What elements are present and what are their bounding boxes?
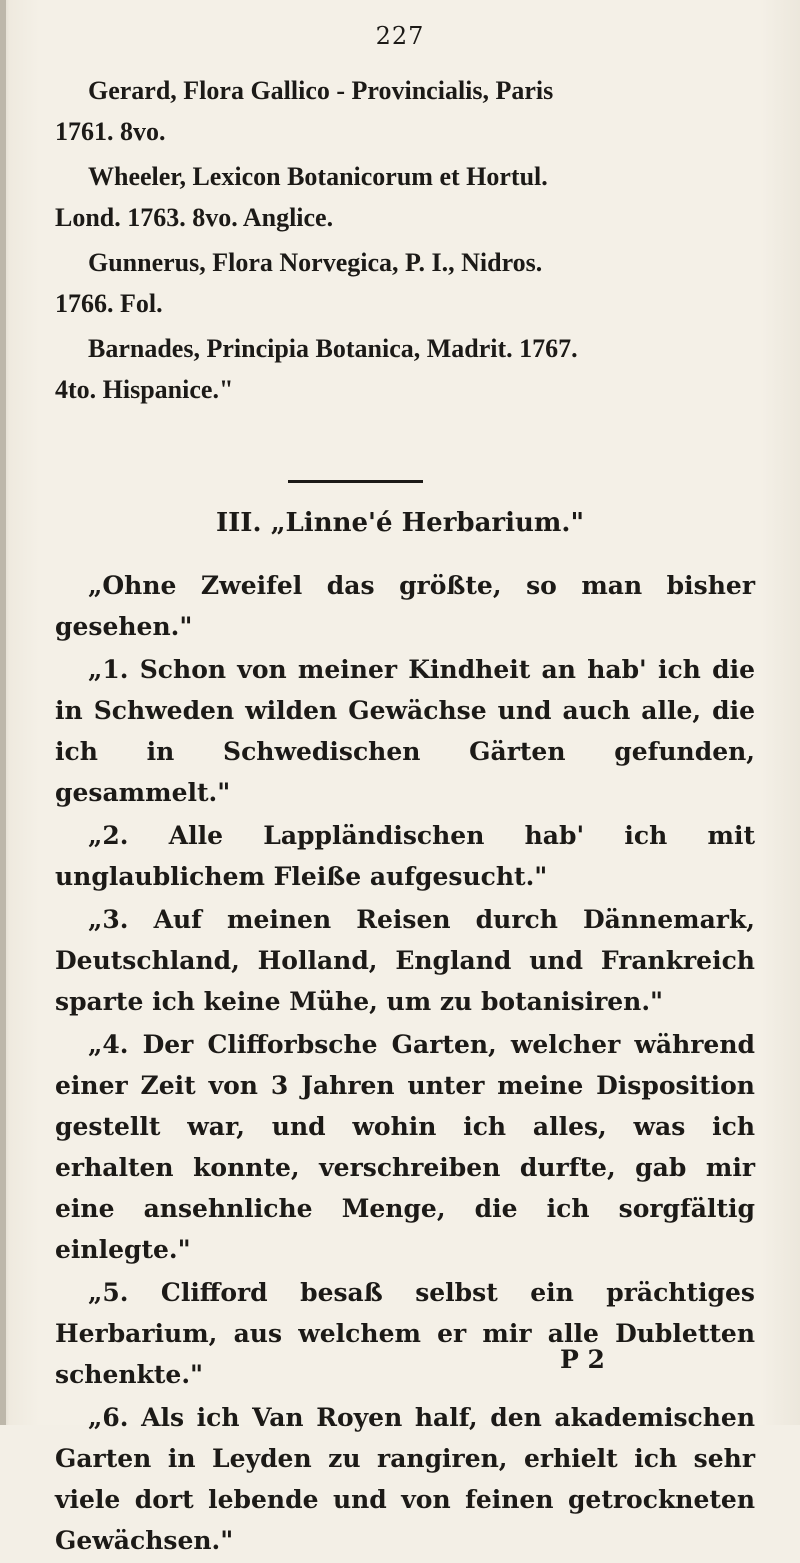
reference-line: Gunnerus, Flora Norvegica, P. I., Nidros. <box>88 248 543 277</box>
reference-continuation: 4to. Hispanice." <box>55 375 234 404</box>
page-spine-shadow <box>0 0 6 1425</box>
reference-entry <box>55 242 755 324</box>
paragraph: „2. Alle Lappländischen hab' ich mit unglaublichem Fleiße aufgesucht." <box>55 821 755 891</box>
reference-entry <box>55 156 755 238</box>
paragraph: „4. Der Clifforbsche Garten, welcher während einer Zeit von 3 Jahren unter meine Disposition gestellt war, und wohin ich alles, was ich erhalten konnte, verschreiben durfte, gab mir eine ansehnliche Menge, die ich sorgfältig einlegte." <box>55 1030 755 1264</box>
paragraph: „6. Als ich Van Royen half, den akademischen Garten in Leyden zu rangiren, erhielt ich sehr viele dort lebende und von feinen getrockneten Gewächsen." <box>55 1403 755 1555</box>
page-number: 227 <box>375 22 425 50</box>
reference-continuation: 1766. Fol. <box>55 289 163 318</box>
reference-line: Barnades, Principia Botanica, Madrit. 1767. <box>88 334 578 363</box>
paragraph: „Ohne Zweifel das größte, so man bisher gesehen." <box>55 571 755 641</box>
bibliography-list <box>55 70 755 414</box>
reference-continuation: Lond. 1763. 8vo. Anglice. <box>55 203 334 232</box>
paragraph: „1. Schon von meiner Kindheit an hab' ich die in Schweden wilden Gewächse und auch alle, die ich in Schwedischen Gärten gefunden, gesammelt." <box>55 655 755 807</box>
body-text <box>55 565 755 1563</box>
reference-entry <box>55 328 755 410</box>
reference-line: Gerard, Flora Gallico - Provincialis, Paris <box>88 76 554 105</box>
reference-line: Wheeler, Lexicon Botanicorum et Hortul. <box>88 162 548 191</box>
reference-continuation: 1761. 8vo. <box>55 117 166 146</box>
paragraph: „5. Clifford besaß selbst ein prächtiges Herbarium, aus welchem er mir alle Dubletten schenkte." <box>55 1278 755 1389</box>
section-heading: III. „Linne'é Herbarium." <box>215 508 585 538</box>
catchword: P 2 <box>560 1345 605 1374</box>
reference-entry <box>55 70 755 152</box>
paragraph: „3. Auf meinen Reisen durch Dännemark, Deutschland, Holland, England und Frankreich sparte ich keine Mühe, um zu botanisiren." <box>55 905 755 1016</box>
section-divider <box>288 480 423 483</box>
